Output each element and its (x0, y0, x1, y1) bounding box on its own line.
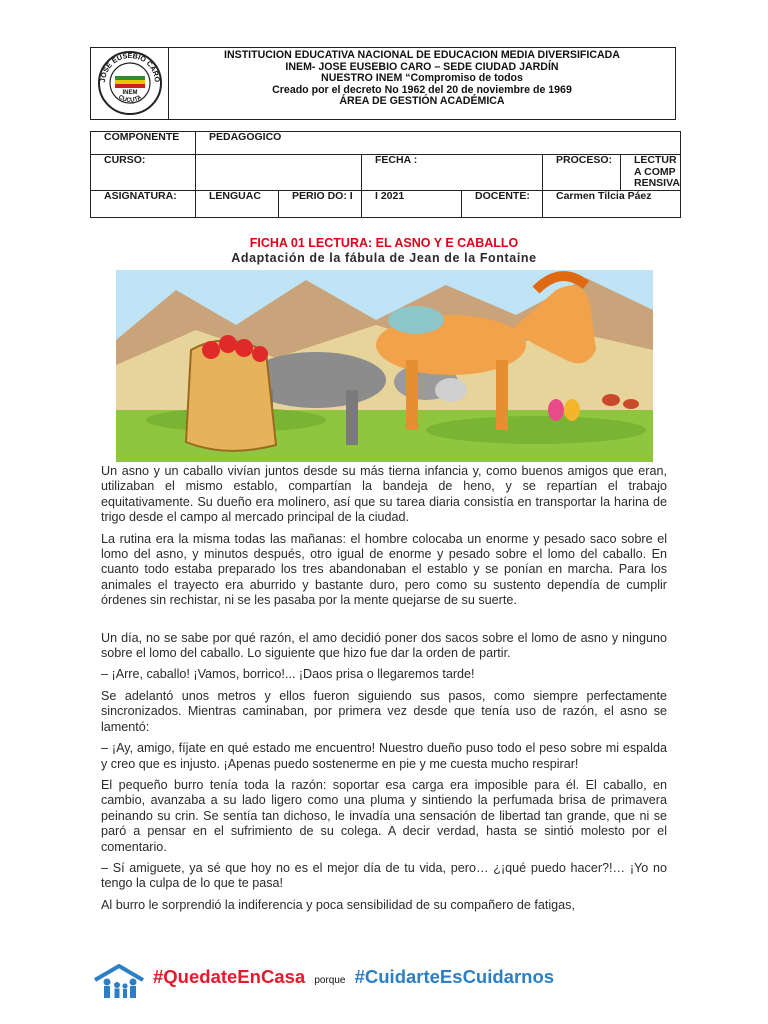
header-line: INSTITUCION EDUCATIVA NACIONAL DE EDUCACION MEDIA DIVERSIFICADA (224, 49, 620, 61)
fecha-label: FECHA : (362, 155, 543, 191)
header-line: Creado por el decreto No 1962 del 20 de noviembre de 1969 (272, 83, 572, 96)
footer-connector: porque (314, 975, 346, 986)
footer-slogan (153, 966, 554, 988)
institution-lines (169, 50, 675, 108)
header-line: INEM- JOSE EUSEBIO CARO – SEDE CIUDAD JARDÍN (285, 60, 559, 73)
page-title: FICHA 01 LECTURA: EL ASNO Y E CABALLO (249, 236, 519, 250)
course-info-table (90, 131, 681, 218)
story-paragraph: Un día, no se sabe por qué razón, el amo decidió poner dos sacos sobre el lomo de asno y ninguno sobre el lomo del caballo. Lo siguiente que hizo fue dar la orden de partir. (101, 630, 667, 661)
componente-value: PEDAGOGICO (196, 132, 681, 155)
story-paragraph: La rutina era la misma todas las mañanas: el hombre colocaba un enorme y pesado saco sobre el lomo del asno, y minutos después, otro igual de enorme y pesado sobre el lomo del caballo. En cuanto todo estaba preparado los tres abandonaban el establo y se ponían en marcha. Para los animales el trayecto era aburrido y bastante duro, pero como su sustento dependía de cumplir órdenes sin rechistar, ni se les pasaba por la mente quejarse de su suerte. (101, 531, 667, 608)
logo-cell (91, 48, 169, 119)
family-house-icon (93, 964, 145, 1000)
curso-value (196, 155, 362, 191)
docente-value: Carmen Tilcia Páez (543, 190, 681, 217)
curso-label: CURSO: (91, 155, 196, 191)
story-paragraph: Se adelantó unos metros y ellos fueron siguiendo sus pasos, como siempre perfectamente sincronizados. Mientras caminaban, por primera vez desde que tenía uso de razón, el asno se lamentó: (101, 688, 667, 734)
institution-header (90, 47, 676, 120)
logo-bottom-text: CUCUTA (117, 94, 143, 104)
header-line: NUESTRO INEM “Compromiso de todos (321, 72, 523, 85)
logo-ring-text: JOSE EUSEBIO CARO (97, 50, 163, 83)
story-text (101, 464, 667, 919)
logo-center-text: INEM (122, 90, 138, 96)
periodo-label: PERIO DO: I (279, 190, 362, 217)
story-paragraph: – ¡Arre, caballo! ¡Vamos, borrico!... ¡Daos prisa o llegaremos tarde! (101, 667, 475, 682)
story-paragraph: El pequeño burro tenía toda la razón: soportar esa carga era imposible para él. El caballo, en cambio, avanzaba a su lado ligero como una pluma y sintiendo la perfumada brisa de primavera peinando su crin. Se sentía tan dichoso, le invadía una sensación de libertad tan grande, que ni se paró a pensar en el sufrimiento de su colega. A decir verdad, hasta se sintió molesto por el comentario. (101, 777, 667, 854)
donkey-horse-illustration (116, 270, 653, 462)
footer-hashtag-2: #CuidarteEsCuidarnos (354, 966, 555, 987)
story-paragraph: Un asno y un caballo vivían juntos desde su más tierna infancia y, como buenos amigos que eran, utilizaban el mismo establo, compartían la bandeja de heno, y se repartían el trabajo equitativamente. Su dueño era molinero, así que su tarea diaria consistía en transportar la harina de trigo desde el campo al mercado principal de la ciudad. (101, 464, 667, 525)
page-subtitle: Adaptación de la fábula de Jean de la Fontaine (231, 251, 537, 265)
header-line: ÁREA DE GESTIÓN ACADÉMICA (339, 95, 505, 108)
school-seal-logo (97, 50, 163, 116)
story-paragraph: Al burro le sorprendió la indiferencia y poca sensibilidad de su compañero de fatigas, (101, 897, 575, 912)
docente-label: DOCENTE: (462, 190, 543, 217)
proceso-label: PROCESO: (543, 155, 621, 191)
story-paragraph: – ¡Ay, amigo, fíjate en qué estado me encuentro! Nuestro dueño puso todo el peso sobre mi espalda y creo que es injusto. ¡Apenas puedo sostenerme en pie y me cuesta mucho respirar! (101, 741, 667, 771)
year-value: I 2021 (362, 190, 462, 217)
story-paragraph: – Sí amiguete, ya sé que hoy no es el mejor día de tu vida, pero… ¿¡qué puedo hacer?!… ¡Yo no tengo la culpa de lo que te pasa! (101, 860, 667, 891)
footer-hashtag-1: #QuedateEnCasa (153, 966, 306, 987)
componente-label: COMPONENTE (91, 132, 196, 155)
proceso-value: LECTURA COMPRENSIVA (621, 155, 681, 191)
asignatura-label: ASIGNATURA: (91, 190, 196, 217)
asignatura-value: LENGUAC (196, 190, 279, 217)
